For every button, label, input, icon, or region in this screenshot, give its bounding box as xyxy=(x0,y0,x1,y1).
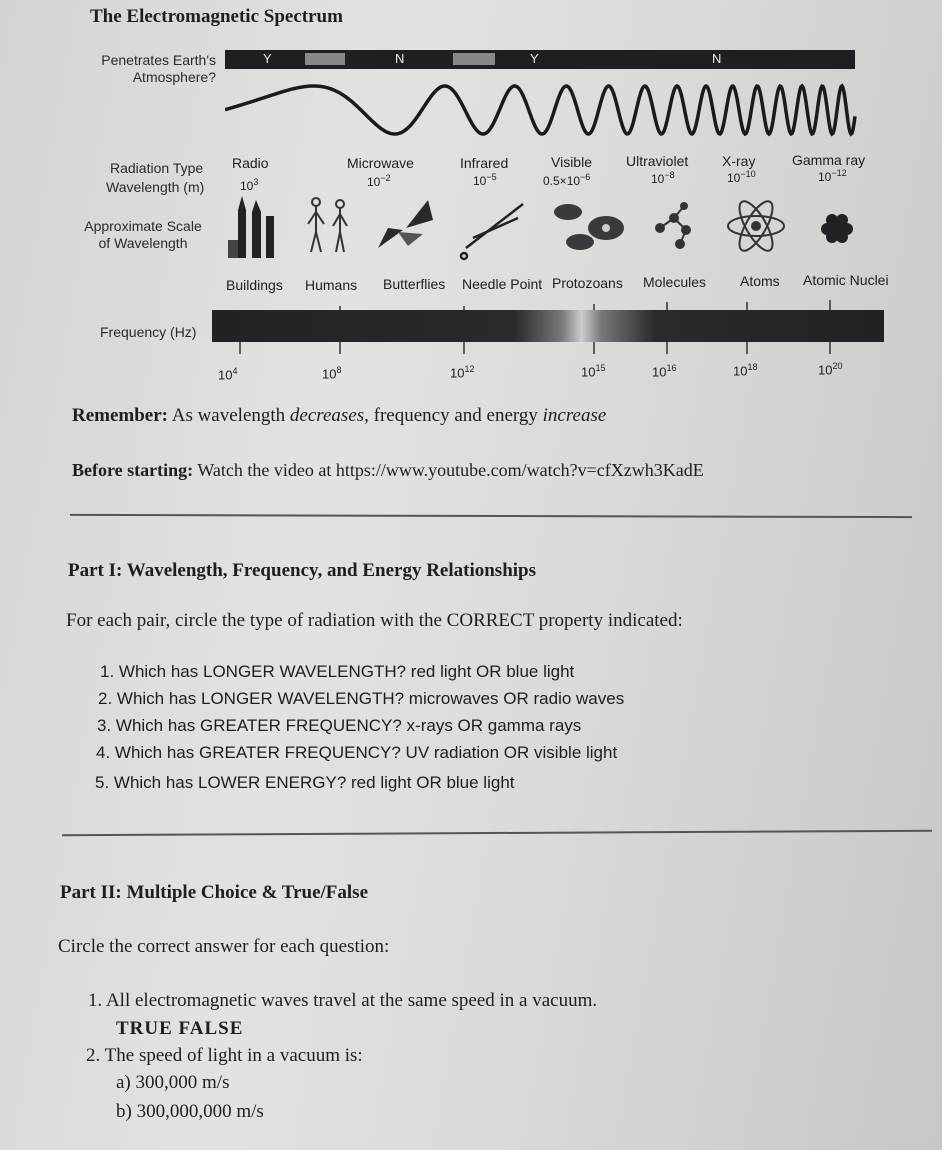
atmosphere-mark: N xyxy=(712,51,722,66)
scale-item: Protozoans xyxy=(552,275,623,291)
atmosphere-bar xyxy=(225,50,855,69)
frequency-value: $10^8$ xyxy=(322,365,342,382)
tf-question: 1. All electromagnetic waves travel at the same speed in a vacuum. xyxy=(88,990,598,1011)
wavelength-value: $10^{-2}$ xyxy=(367,173,391,189)
scale-item: Atomic Nuclei xyxy=(803,272,889,288)
question-item: 3. Which has GREATER FREQUENCY? x-rays OR gamma rays xyxy=(97,716,582,735)
part1-heading: Part I: Wavelength, Frequency, and Energy Relationships xyxy=(68,560,536,581)
radiation-type-name: Visible xyxy=(551,154,592,170)
scale-illustrations xyxy=(228,190,868,270)
part2-heading: Part II: Multiple Choice & True/False xyxy=(60,882,368,903)
atom-icon xyxy=(728,197,784,255)
scale-label: Approximate Scale of Wavelength xyxy=(84,218,202,251)
scale-item: Needle Point xyxy=(462,276,543,292)
frequency-value: $10^4$ xyxy=(218,366,238,383)
remember-note: Remember: As wavelength decreases, frequency and energy increase xyxy=(72,405,607,426)
atmosphere-mark: N xyxy=(395,51,405,66)
protozoan-icon xyxy=(554,204,624,250)
molecule-icon xyxy=(656,203,690,248)
needle-icon xyxy=(461,204,523,259)
question-item: 4. Which has GREATER FREQUENCY? UV radiation OR visible light xyxy=(96,743,618,762)
radiation-type-name: Ultraviolet xyxy=(626,153,689,169)
question-item: 5. Which has LOWER ENERGY? red light OR blue light xyxy=(95,773,515,792)
radiation-type-name: Infrared xyxy=(460,155,509,171)
scale-item: Atoms xyxy=(740,273,780,289)
penetrates-label: Penetrates Earth's Atmosphere? xyxy=(101,52,216,85)
radiation-type-name: X-ray xyxy=(722,153,756,169)
frequency-value: $10^{15}$ xyxy=(581,363,606,380)
scale-item: Humans xyxy=(305,277,358,293)
before-starting-note: Before starting: Watch the video at https://www.youtube.com/watch?v=cfXzwh3KadE xyxy=(72,460,704,480)
radiation-type-label: Radiation Type xyxy=(110,160,204,176)
part1-instruction: For each pair, circle the type of radiation with the CORRECT property indicated: xyxy=(66,610,683,631)
buildings-icon xyxy=(228,196,274,258)
question-item: 1. Which has LONGER WAVELENGTH? red light OR blue light xyxy=(100,662,575,681)
wavelength-value: $10^{-10}$ xyxy=(727,169,756,185)
wavelength-value: $10^{-8}$ xyxy=(651,170,675,186)
radiation-type-name: Microwave xyxy=(347,155,414,171)
mc-option: a) 300,000 m/s xyxy=(116,1072,230,1093)
humans-icon xyxy=(308,198,347,252)
scale-item: Butterflies xyxy=(383,276,446,292)
atmosphere-mark: Y xyxy=(530,51,539,66)
wave-diagram xyxy=(225,78,860,158)
frequency-bar xyxy=(212,310,884,342)
radiation-type-name: Gamma ray xyxy=(792,152,866,168)
part2-instruction: Circle the correct answer for each question: xyxy=(58,936,390,957)
butterfly-icon xyxy=(378,200,433,248)
scale-item: Molecules xyxy=(643,274,707,290)
atmosphere-mark: Y xyxy=(263,51,272,66)
wavelength-label: Wavelength (m) xyxy=(106,179,205,195)
radiation-type-name: Radio xyxy=(232,155,269,171)
scale-item: Buildings xyxy=(226,277,283,293)
wavelength-value: $10^{-5}$ xyxy=(473,172,497,188)
mc-option: b) 300,000,000 m/s xyxy=(116,1101,264,1122)
mc-question: 2. The speed of light in a vacuum is: xyxy=(86,1045,363,1066)
page-title: The Electromagnetic Spectrum xyxy=(90,6,343,27)
frequency-value: $10^{16}$ xyxy=(652,363,677,380)
frequency-value: $10^{12}$ xyxy=(450,364,475,381)
divider xyxy=(70,514,912,518)
wavelength-value: $10^{-12}$ xyxy=(818,168,847,184)
wavelength-value: $0.5\times 10^{-6}$ xyxy=(543,172,591,188)
frequency-value: $10^{18}$ xyxy=(733,362,758,379)
nucleus-icon xyxy=(821,214,853,243)
tf-options: TRUE FALSE xyxy=(116,1018,244,1039)
question-item: 2. Which has LONGER WAVELENGTH? microwaves OR radio waves xyxy=(98,689,625,708)
wavelength-value: $10^3$ xyxy=(240,177,259,193)
divider xyxy=(62,830,932,837)
frequency-label: Frequency (Hz) xyxy=(100,324,197,340)
frequency-value: $10^{20}$ xyxy=(818,361,843,378)
